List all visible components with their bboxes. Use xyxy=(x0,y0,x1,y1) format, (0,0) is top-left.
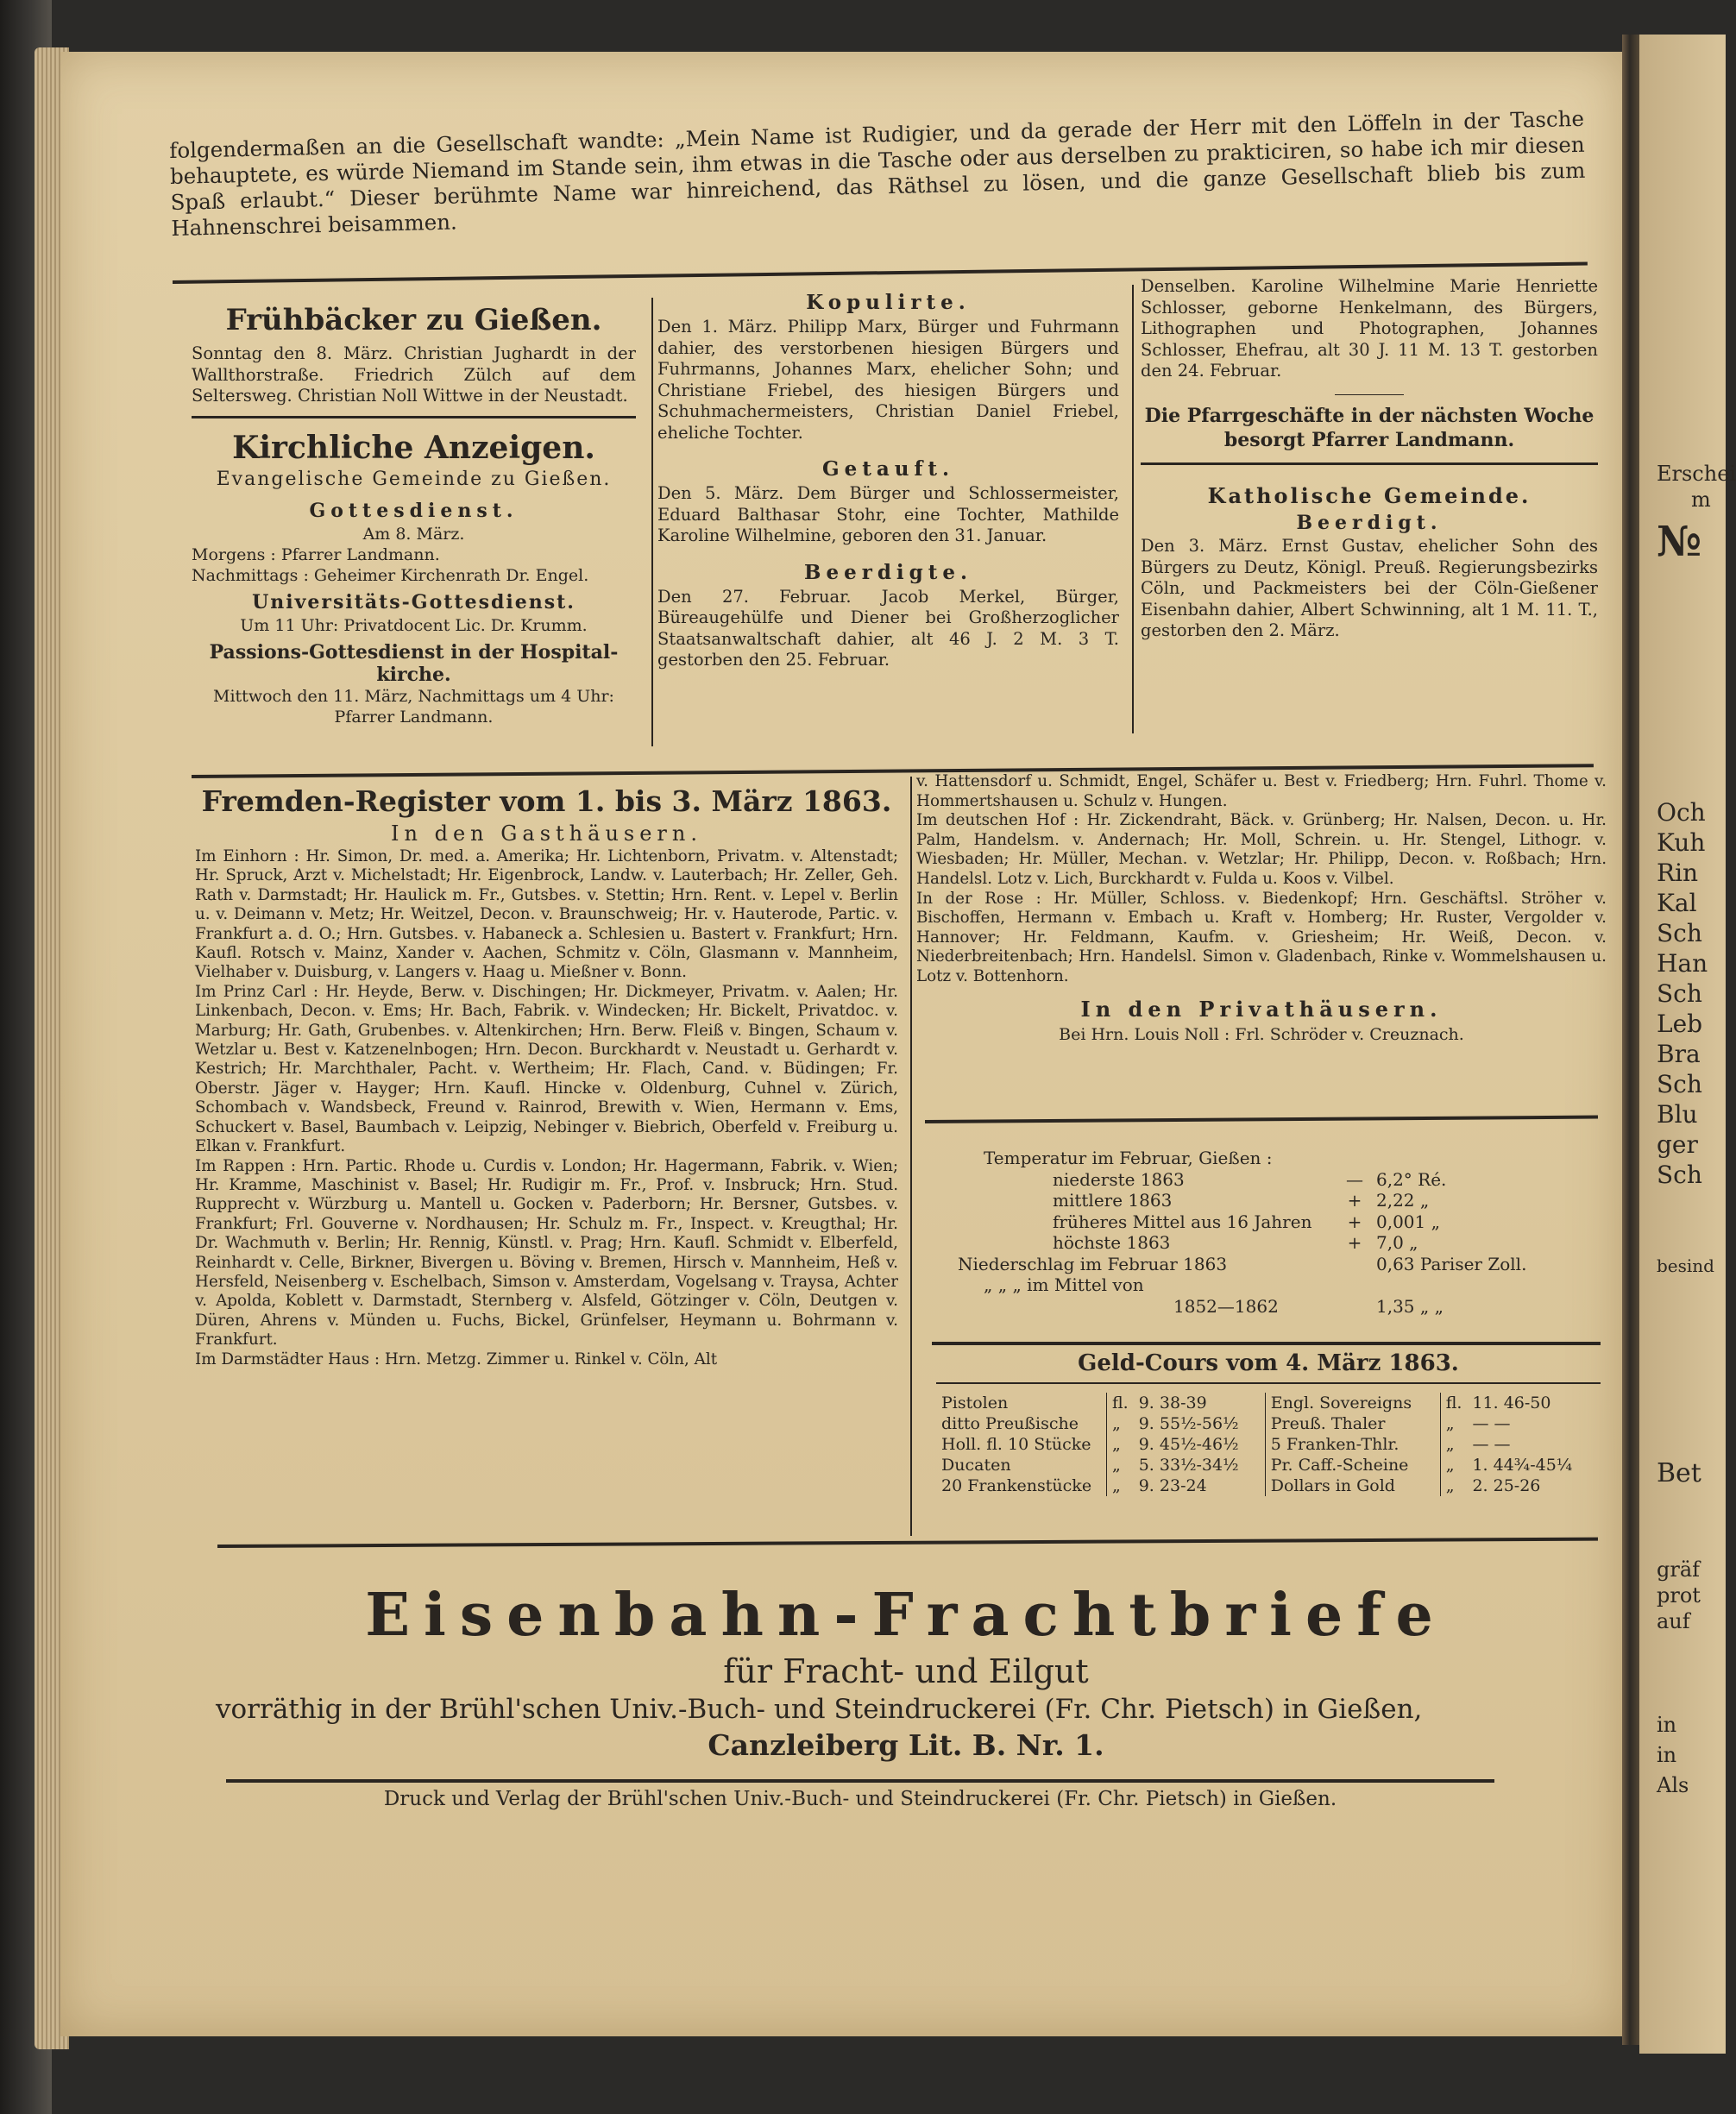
section-divider xyxy=(192,416,636,418)
next-page-text: m xyxy=(1691,488,1711,512)
fremden-text-right: v. Hattensdorf u. Schmidt, Engel, Schäfer u. Best v. Friedberg; Hrn. Fuhrl. Thome v. Hommertshausen u. Schulz v. Hungen. Im deutschen Hof : Hr. Zickendraht, Bäck. v. Grünberg; Hr. Nalsen, Decon. u. Hr. Palm, Handelsm. v. Andernach; Hr. Moll, Schrein. u. Hr. Stengel, Lithogr. v. Wiesbaden; Hr. Müller, Mechan. v. Wetzlar; Hr. Philipp, Decon. v. Roßbach; Hrn. Handelsl. Lotz v. Lich, Burckhardt v. Fulda u. Koos v. Vilbel. In der Rose : Hr. Müller, Schloss. v. Biedenkopf; Hrn. Geschäftsl. Ströher v. Bischoffen, Hermann v. Embach u. Kraft v. Homberg; Hr. Ruster, Vergolder v. Hannover; Hr. Feldmann, Kaufm. v. Griesheim; Hr. Weiß, Decon. v. Niederbreitenbach; Hrn. Handelsl. Simon v. Gladenbach, Rinke v. Wommelshausen u. Lotz v. Bottenhorn. xyxy=(916,772,1607,985)
section-divider xyxy=(932,1342,1601,1345)
next-page-text: auf xyxy=(1657,1609,1690,1633)
temp-value: 2,22 „ xyxy=(1376,1190,1430,1211)
next-page-text: Bet xyxy=(1657,1458,1701,1488)
getauft-heading: Getauft. xyxy=(821,457,955,481)
kopulirte-text: Den 1. März. Philipp Marx, Bürger und Fuhrmann dahier, des verstorbenen hiesigen Bürgers und Fuhrmanns, Johannes Marx, ehelicher Sohn; und Christiane Friebel, des hiesigen Bürgers und Schuhmachermeisters, Christian Daniel Friebel, eheliche Tochter. xyxy=(657,317,1119,443)
ad-line-3: Canzleiberg Lit. B. Nr. 1. xyxy=(708,1728,1104,1762)
next-page-text: Blu xyxy=(1657,1100,1698,1129)
denselben-text: Denselben. Karoline Wilhelmine Marie Henriette Schlosser, geborne Henkelmann, des Bürgers, Lithographen und Photographen, Johannes Schlosser, Ehefrau, alt 30 J. 11 M. 13 T. gestorben den 24. Februar. xyxy=(1141,276,1598,381)
column-divider xyxy=(1132,285,1134,733)
table-row xyxy=(936,1413,1577,1434)
next-page-text: in xyxy=(1657,1713,1677,1737)
ad-line-1: für Fracht- und Eilgut xyxy=(723,1652,1089,1690)
temp-sign: — xyxy=(1346,1168,1363,1190)
table-row xyxy=(936,1434,1577,1455)
beerdigt-heading: Beerdigt. xyxy=(1296,512,1443,534)
coin-value: 1. 44¾-45¼ xyxy=(1472,1455,1573,1475)
next-page-text: Bra xyxy=(1657,1040,1701,1068)
advertisement xyxy=(216,1579,1596,1764)
coin-value: 9. 38-39 xyxy=(1138,1393,1207,1412)
ad-title: Eisenbahn-Frachtbriefe xyxy=(365,1581,1447,1650)
temp-label: höchste 1863 xyxy=(1053,1232,1171,1253)
temp-sign: + xyxy=(1347,1211,1362,1232)
coin-unit: „ xyxy=(1107,1475,1134,1496)
coin-name: Engl. Sovereigns xyxy=(1265,1393,1440,1413)
morgens-line: Morgens : Pfarrer Landmann. xyxy=(192,544,440,564)
niederschlag-label: Niederschlag im Februar 1863 xyxy=(958,1253,1228,1274)
gottesdienst-date: Am 8. März. xyxy=(362,524,465,544)
next-page-text: besind xyxy=(1657,1255,1714,1276)
next-page-text: Kuh xyxy=(1657,828,1706,857)
passions-text: Mittwoch den 11. März, Nachmittags um 4 Uhr: Pfarrer Landmann. xyxy=(213,686,614,727)
temperatur-rows xyxy=(958,1169,1579,1318)
nachmittags-line: Nachmittags : Geheimer Kirchenrath Dr. Engel. xyxy=(192,565,589,585)
next-page-text: prot xyxy=(1657,1583,1701,1608)
fruhbaecker-heading: Frühbäcker zu Gießen. xyxy=(225,303,602,337)
next-page-text: Rin xyxy=(1657,859,1699,887)
coin-value: 9. 23-24 xyxy=(1138,1475,1207,1495)
coin-unit: „ xyxy=(1440,1475,1467,1496)
coin-unit: „ xyxy=(1107,1413,1134,1434)
next-page-text: Als xyxy=(1657,1773,1689,1797)
table-row xyxy=(936,1475,1577,1496)
column-divider xyxy=(910,777,912,1536)
fremden-register-continued xyxy=(916,772,1607,1046)
coin-value: 2. 25-26 xyxy=(1472,1475,1541,1495)
coin-unit: „ xyxy=(1440,1434,1467,1455)
privathaeuser-heading: In den Privathäusern. xyxy=(1080,996,1443,1022)
getauft-text: Den 5. März. Dem Bürger und Schlossermeister, Eduard Balthasar Stohr, eine Tochter, Mathilde Karoline Wilhelmine, geboren den 31. Januar. xyxy=(657,483,1119,545)
next-page-text: gräf xyxy=(1657,1557,1701,1582)
geld-cours xyxy=(936,1348,1601,1496)
fremden-register xyxy=(195,783,898,1369)
coin-unit: „ xyxy=(1440,1455,1467,1475)
temp-label: früheres Mittel aus 16 Jahren xyxy=(1053,1211,1312,1232)
geld-cours-table xyxy=(936,1393,1577,1496)
next-page-text: Sch xyxy=(1657,979,1702,1008)
coin-name: 20 Frankenstücke xyxy=(941,1475,1092,1495)
coin-value: — — xyxy=(1472,1434,1511,1454)
column-1 xyxy=(192,302,636,727)
coin-unit: „ xyxy=(1107,1455,1134,1475)
universitaets-text: Um 11 Uhr: Privatdocent Lic. Dr. Krumm. xyxy=(240,615,588,635)
evangelische-heading: Evangelische Gemeinde zu Gießen. xyxy=(216,468,612,490)
coin-name: Dollars in Gold xyxy=(1265,1475,1440,1496)
table-rule xyxy=(936,1382,1601,1384)
gottesdienst-heading: Gottesdienst. xyxy=(309,499,519,522)
passions-heading: Passions-Gottesdienst in der Hospital-kirche. xyxy=(209,640,619,686)
mittel-label: „ „ „ im Mittel von xyxy=(984,1274,1144,1295)
temperatur-table xyxy=(958,1148,1579,1317)
temp-value: 0,001 „ xyxy=(1376,1211,1440,1232)
next-page-text: Kal xyxy=(1657,889,1697,917)
coin-name: Ducaten xyxy=(941,1455,1011,1475)
coin-name: ditto Preußische xyxy=(941,1413,1079,1433)
coin-unit: fl. xyxy=(1440,1393,1467,1413)
column-3 xyxy=(1141,276,1598,642)
kirchliche-heading: Kirchliche Anzeigen. xyxy=(232,429,595,466)
katholische-heading: Katholische Gemeinde. xyxy=(1207,483,1532,508)
mittel-value: 1,35 „ „ xyxy=(1376,1295,1444,1317)
temp-value: 7,0 „ xyxy=(1376,1232,1418,1253)
section-divider xyxy=(1141,462,1598,465)
next-page-text: Sch xyxy=(1657,1161,1702,1189)
page-gutter xyxy=(1622,35,1641,2045)
temp-label: mittlere 1863 xyxy=(1053,1190,1173,1211)
coin-name: Pr. Caff.-Scheine xyxy=(1265,1455,1440,1475)
next-page-text: Sch xyxy=(1657,1070,1702,1098)
niederschlag-value: 0,63 Pariser Zoll. xyxy=(1376,1253,1527,1274)
coin-name: Pistolen xyxy=(941,1393,1009,1412)
coin-value: 9. 55½-56½ xyxy=(1138,1413,1239,1433)
coin-unit: fl. xyxy=(1107,1393,1134,1413)
temp-label: niederste 1863 xyxy=(1053,1168,1185,1190)
next-page-text: Och xyxy=(1657,798,1706,827)
pfarrgeschaefte-text: Die Pfarrgeschäfte in der nächsten Woche besorgt Pfarrer Landmann. xyxy=(1144,405,1594,451)
temp-value: 6,2° Ré. xyxy=(1376,1168,1447,1190)
temperatur-heading: Temperatur im Februar, Gießen : xyxy=(984,1148,1273,1168)
next-page-text: ger xyxy=(1657,1130,1698,1159)
next-page-text: № xyxy=(1657,518,1702,566)
coin-value: — — xyxy=(1472,1413,1511,1433)
coin-value: 9. 45½-46½ xyxy=(1138,1434,1239,1454)
next-page-text: in xyxy=(1657,1743,1677,1767)
next-page-text: Erschei xyxy=(1657,462,1736,486)
coin-name: Holl. fl. 10 Stücke xyxy=(941,1434,1091,1454)
coin-unit: „ xyxy=(1107,1434,1134,1455)
gasthaeuser-heading: In den Gasthäusern. xyxy=(391,821,702,846)
coin-name: 5 Franken-Thlr. xyxy=(1265,1434,1440,1455)
coin-unit: „ xyxy=(1440,1413,1467,1434)
next-page-text: Leb xyxy=(1657,1010,1703,1038)
column-divider xyxy=(651,298,653,746)
next-page-text: Han xyxy=(1657,949,1708,978)
table-row xyxy=(936,1393,1577,1413)
coin-name: Preuß. Thaler xyxy=(1265,1413,1440,1434)
beerdigte-heading: Beerdigte. xyxy=(804,560,972,584)
beerdigte-text: Den 27. Februar. Jacob Merkel, Bürger, Büreaugehülfe und Diener bei Großherzoglicher Staatsanwaltschaft dahier, alt 46 J. 2 M. 3 T. gestorben den 25. Februar. xyxy=(657,586,1119,670)
temp-sign: + xyxy=(1347,1232,1362,1253)
privathaeuser-text: Bei Hrn. Louis Noll : Frl. Schröder v. Creuznach. xyxy=(1059,1024,1464,1044)
universitaets-heading: Universitäts-Gottesdienst. xyxy=(252,590,576,613)
table-row xyxy=(936,1455,1577,1475)
short-divider xyxy=(1335,394,1404,396)
next-page-text: Sch xyxy=(1657,919,1702,947)
kopulirte-heading: Kopulirte. xyxy=(806,291,971,314)
story-text: folgendermaßen an die Gesellschaft wandte: „Mein Name ist Rudigier, und da gerade der Herr mit den Löffeln in der Tasche behauptete, es würde Niemand im Stande sein, ihm etwas in die Tasche oder aus derselben zu prakticiren, so habe ich mir diesen Spaß erlaubt.“ Dieser berühmte Name war hinreichend, das Räthsel zu lösen, und die ganze Gesellschaft blieb bis zum Hahnenschrei beisammen. xyxy=(169,105,1586,241)
next-page-fragment xyxy=(1639,35,1736,2054)
mittel-years: 1852—1862 xyxy=(1173,1295,1279,1317)
section-divider xyxy=(226,1779,1494,1783)
column-2 xyxy=(657,289,1119,671)
temp-sign: + xyxy=(1347,1190,1362,1211)
imprint: Druck und Verlag der Brühl'schen Univ.-Buch- und Steindruckerei (Fr. Chr. Pietsch) in Gießen. xyxy=(383,1788,1337,1810)
fruhbaecker-text: Sonntag den 8. März. Christian Jughardt in der Wallthorstraße. Friedrich Zülch auf dem Seltersweg. Christian Noll Wittwe in der Neustadt. xyxy=(192,343,636,406)
katholisch-text: Den 3. März. Ernst Gustav, ehelicher Sohn des Bürgers zu Deutz, Königl. Preuß. Regierungsbezirks Cöln, und Packmeisters bei der Cöln-Gießener Eisenbahn dahier, Albert Schwinning, alt 1 M. 11. T., gestorben den 2. März. xyxy=(1141,536,1598,640)
fremden-heading: Fremden-Register vom 1. bis 3. März 1863. xyxy=(201,784,892,818)
fremden-text-left: Im Einhorn : Hr. Simon, Dr. med. a. Amerika; Hr. Lichtenborn, Privatm. v. Altenstadt; Hr. Spruck, Arzt v. Michelstadt; Hr. Eigenbrock, Landw. v. Lauterbach; Hr. Zeller, Geh. Rath v. Darmstadt; Hr. Haulick m. Fr., Gutsbes. v. Stettin; Hrn. Rent. v. Lepel v. Berlin u. v. Deimann v. Metz; Hr. Weitzel, Decon. v. Braunschweig; Hr. v. Hauterode, Partic. v. Frankfurt a. d. O.; Hrn. Gutsbes. v. Habaneck a. Schlesien u. Bastert v. Frankfurt; Hrn. Kaufl. Rotsch v. Mainz, Xander v. Aachen, Schmitz v. Cöln, Glasmann v. Mannheim, Vielhaber v. Duisburg, v. Langers v. Haag u. Mießner v. Bonn. Im Prinz Carl : Hr. Heyde, Berw. v. Dischingen; Hr. Dickmeyer, Privatm. v. Aalen; Hr. Linkenbach, Decon. v. Ems; Hr. Bach, Fabrik. v. Windecken; Hr. Bickelt, Privatdoc. v. Marburg; Hr. Gath, Grubenbes. v. Altenkirchen; Hrn. Berw. Fleiß v. Bingen, Schaum v. Wetzlar u. Best v. Katzenelnbogen; Hrn. Decon. Burckhardt v. Neustadt u. Gerhardt v. Kestrich; Hr. Marchthaler, Pacht. v. Wertheim; Hr. Flach, Cand. v. Büdingen; Fr. Oberstr. Jäger v. Hayger; Hrn. Kaufl. Hincke v. Oldenburg, Cuhnel v. Zürich, Schombach v. Wandsbeck, Freund v. Rainrod, Brewith v. Wien, Hermann v. Ems, Schuckert v. Basel, Baumbach v. Leipzig, Nebinger v. Biebrich, Oberfeld v. Freiburg u. Elkan v. Frankfurt. Im Rappen : Hrn. Partic. Rhode u. Curdis v. London; Hr. Hagermann, Fabrik. v. Wien; Hr. Kramme, Maschinist v. Basel; Hr. Rudigir m. Fr., Prof. v. Insbruck; Hrn. Stud. Rupprecht v. Würzburg u. Mantell u. Gocken v. Paderborn; Hr. Bersner, Gutsbes. v. Frankfurt; Frl. Gouverne v. Nordhausen; Hr. Schulz m. Fr., Inspect. v. Kreugthal; Hr. Dr. Wachmuth v. Berlin; Hr. Rennig, Künstl. v. Prag; Hrn. Kaufl. Schmidt v. Elberfeld, Reinhardt v. Celle, Birkner, Bivergen u. Böving v. Bremen, Hirsch v. Mannheim, Heß v. Hersfeld, Neisenberg v. Eschelbach, Simson v. Amsterdam, Vogelsang v. Traysa, Achter v. Apolda, Koblett v. Darmstadt, Sternberg v. Alsfeld, Götzinger v. Cöln, Deutgen v. Düren, Ahrens v. Münden u. Fuchs, Bickel, Grünfelser, Heymann u. Bohrmann v. Frankfurt. Im Darmstädter Haus : Hrn. Metzg. Zimmer u. Rinkel v. Cöln, Alt xyxy=(195,847,898,1368)
coin-value: 5. 33½-34½ xyxy=(1138,1455,1239,1475)
geld-cours-heading: Geld-Cours vom 4. März 1863. xyxy=(1078,1350,1459,1376)
ad-line-2: vorräthig in der Brühl'schen Univ.-Buch- und Steindruckerei (Fr. Chr. Pietsch) in Gießen, xyxy=(216,1694,1423,1725)
coin-value: 11. 46-50 xyxy=(1472,1393,1551,1412)
